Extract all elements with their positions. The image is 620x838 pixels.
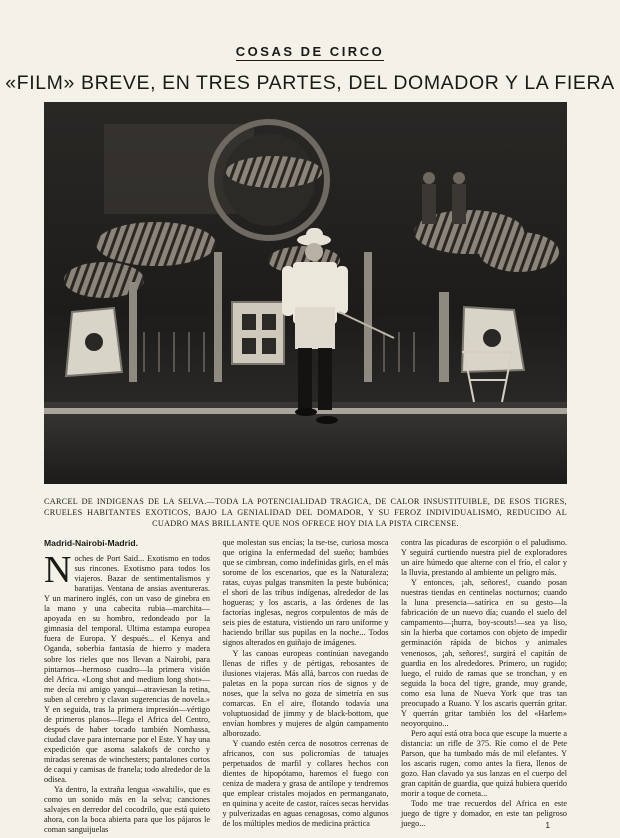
circus-tamer-photo-icon [44, 102, 567, 484]
article-paragraph: que molestan sus encías; la tse-tse, curiosa mosca que origina la enfermedad del sueño; bambúes que se cimbrean, como indefinidas girls, en el más sorome de los escenarios, que es la Naturaleza; ratas, cuyas pulgas transmiten la peste bubónica; el shori de las tribus indígenas, alrededor de las hogueras; y los ascaris, a las órdenes de las factorías inglesas, negros corpulentos de más de seis pies de estatura, vistiendo un raro uniforme y haciendo brillar sus pupilas en la noche... Todos signos alterados en guiñajo de imágenes. [222, 538, 389, 648]
article-paragraph: Y entonces, ¡ah, señores!, cuando posan nuestras tiendas en centinelas nocturnos; cuando la luna presencia—satírica en su gesto—la fabricación de un nuevo día; cuando el suelo del campamento—¡hurra, boy-scouts!—sea ya liso, sin la hierba que cortamos con objeto de impedir germinación rápida de bichos y animales venenosos, ¡ah, señores!, surgirá el capitán de guardia en los alrededores. Primero, un rugido; luego, el ruido de ramas que se tronchan, y en seguida la boca del tigre, grande, muy grande, como esa luna de Nueva York que tras tan preocupado a Ruano. Y los ascaris querrán gritar. Y querrán gritar también los del «Harlem» neoyorquino... [401, 578, 567, 728]
section-label-text: COSAS DE CIRCO [235, 44, 385, 59]
drop-cap: N [44, 549, 72, 592]
article-paragraph: Y cuando estén cerca de nosotros cerrenas de africanos, con sus policromías de tatuajes perpetuados de marfil y collares hechos con dientes de hipopótamo, haremos el fuego con ceniza de madera y grasa de antílope y tendremos que emplear cristales mojados en permanganato, en quinina y aceite de castor, raíces secas hervidas y pulverizadas en aguas cenagosas, como algunos de los múltiples medios de medicina práctica [222, 738, 389, 829]
circus-photo [44, 102, 567, 484]
article-column-2 [222, 538, 389, 829]
article-paragraph: Noches de Port Said... Exotismo en todos sus rincones. Exotismo para todos los viajeros. Bazar de sentimentalismos y baratijas. Ventana de ansias aventureras. Y un marinero inglés, con un vaso de ginebra en la mano y una cabecita rubia—marchita—apoyada en su hombro, redondeado por la gimnasia del temporal. Ultima estampa europea fuera de Europa. Y después... el Kenya and Oganda, soberbia fantasía de hierro y madera sobre los rieles que nos llevan a Nairobi, para pintarnos—hermoso cuadro—la primera visión del Africa. «Long shot and medium long shot»—me decía mi amigo yanqui—atraviesan la retina, suben al cerebro y clavan sugerencias de novela.» Y en seguida, tras la primera impresión—vértigo de primeros planos—llega el Africa del Centro, después de haber tocado también Nombassa, ciudad clave para internarse por el Este. Y hay una expedición que asoma salakofs de corcho y miradas serenas de winchesters; pantalones cortos de caqui y camisas de franela; todo alrededor de la odisea. [44, 549, 210, 785]
page-number: 1 [545, 821, 550, 830]
article-paragraph: contra las picaduras de escorpión o el paludismo. Y seguirá curtiendo nuestra piel de exploradores un aire húmedo que alterne con el frío, el calor y la lluvia, prestando al ambiente un peligro más. [401, 538, 567, 578]
article-paragraph: Ya dentro, la extraña lengua «swahili», que es como un sonido más en la selva; canciones salvajes en derredor del cocodrilo, que está quieto ahora, con la boca abierta para que los pájaros le coman sanguijuelas [44, 785, 210, 835]
article-paragraph: Todo me trae recuerdos del Africa en este juego de tigre y domador, en este tan peligroso juego... [401, 799, 567, 829]
headline: «FILM» BREVE, EN TRES PARTES, DEL DOMADOR Y LA FIERA [5, 72, 615, 94]
article-body [44, 538, 567, 835]
article-subhead: Madrid-Nairobi-Madrid. [44, 538, 139, 548]
section-label [0, 44, 620, 59]
photo-caption: CARCEL DE INDIGENAS DE LA SELVA.—TODA LA POTENCIALIDAD TRAGICA, DE CALOR INSUSTITUIBLE, DE ESOS TIGRES, CRUELES HABITANTES EXOTICOS, BAJO LA GENIALIDAD DEL DOMADOR, Y SU FEROZ INDIVIDUALISMO, REDUCIDO AL CUADRO MAS BRILLANTE QUE NOS OFRECE HOY DIA LA PISTA CIRCENSE. [44, 497, 567, 528]
article-paragraph: Pero aquí está otra boca que escupe la muerte a distancia: un rifle de 375. Ríe como el de Pete Parson, que ha tumbado más de mil elefantes. Y los ascaris rugen, como antes la fiera, llenos de gozo. Han clavado ya sus lanzas en el cuerpo del gran capitán de guardia, que quizá hubiera querido morir a toque de corneta... [401, 728, 567, 799]
article-column-1 [44, 538, 210, 835]
article-paragraph: Y las canoas europeas continúan navegando llenas de rifles y de pértigas, rebosantes de ilusiones viajeras. Más allá, barcos con ruedas de paletas en la popa surcan ríos de signos y de noses, que la selva no goza de simetría en sus comarcas. En el aire, flotando todavía una voluptuosidad de jimmy y de black-bottom, que envían hombres y mujeres de algún campamento alborozado. [222, 648, 389, 738]
article-column-3 [401, 538, 567, 829]
